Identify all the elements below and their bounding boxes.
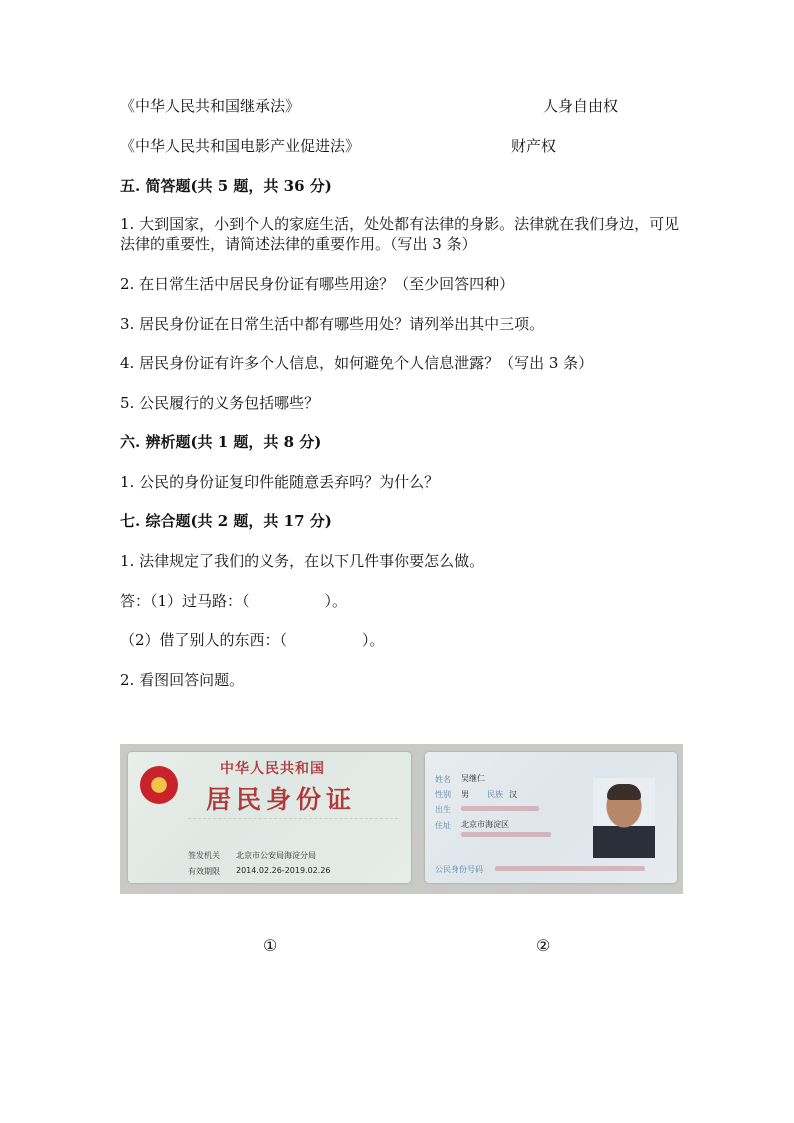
question-6-1: 1. 公民的身份证复印件能随意丢弃吗？为什么？ <box>120 473 440 491</box>
id-number-label: 公民身份号码 <box>435 865 483 874</box>
valid-value: 2014.02.26-2019.02.26 <box>236 866 331 875</box>
national-emblem-icon <box>140 766 178 804</box>
address-label: 住址 <box>435 821 451 830</box>
sex-label: 性别 <box>435 790 451 799</box>
ethnic-label: 民族 <box>487 790 503 799</box>
section-heading-analysis: 六. 辨析题(共 1 题，共 8 分) <box>120 433 322 451</box>
question-5-4: 4. 居民身份证有许多个人信息，如何避免个人信息泄露？（写出 3 条） <box>120 354 594 372</box>
question-5-1: 1. 大到国家，小到个人的家庭生活，处处都有法律的身影。法律就在我们身边，可见法律的重要性，请简述法律的重要作用。（写出 3 条） <box>120 215 680 253</box>
question-7-1: 1. 法律规定了我们的义务，在以下几件事你要怎么做。 <box>120 552 485 570</box>
name-label: 姓名 <box>435 775 451 784</box>
valid-label: 有效期限 <box>188 867 220 876</box>
address-value-blurred <box>461 832 551 837</box>
question-5-5: 5. 公民履行的义务包括哪些？ <box>120 394 320 412</box>
section-heading-short-answer: 五. 简答题(共 5 题，共 36 分) <box>120 177 332 195</box>
issuer-value: 北京市公安局海淀分局 <box>236 851 316 860</box>
marker-back: ② <box>536 936 551 955</box>
answer-7-1-part1: 答：（1）过马路：（ ）。 <box>120 592 348 610</box>
great-wall-pattern <box>188 818 398 841</box>
question-5-2: 2. 在日常生活中居民身份证有哪些用途？（至少回答四种） <box>120 275 515 293</box>
section-heading-comprehensive: 七. 综合题(共 2 题，共 17 分) <box>120 512 332 530</box>
birth-value-blurred <box>461 806 539 811</box>
id-number-blurred <box>495 866 645 871</box>
birth-label: 出生 <box>435 805 451 814</box>
id-card-front <box>128 752 411 883</box>
match-left-1: 《中华人民共和国继承法》 <box>120 97 301 115</box>
sex-value: 男 <box>461 790 469 799</box>
question-5-3: 3. 居民身份证在日常生活中都有哪些用处？请列举出其中三项。 <box>120 315 545 333</box>
marker-front: ① <box>263 936 278 955</box>
card-front-subtitle: 居民身份证 <box>206 785 357 814</box>
match-right-2: 财产权 <box>511 137 557 155</box>
id-card-photo <box>120 744 683 894</box>
portrait-photo <box>593 778 655 858</box>
address-value: 北京市海淀区 <box>461 820 509 829</box>
id-card-back <box>425 752 677 883</box>
issuer-label: 签发机关 <box>188 851 220 860</box>
match-right-1: 人身自由权 <box>543 97 619 115</box>
card-front-title: 中华人民共和国 <box>220 761 325 777</box>
match-left-2: 《中华人民共和国电影产业促进法》 <box>120 137 361 155</box>
answer-7-1-part2: （2）借了别人的东西：（ ）。 <box>120 631 385 649</box>
ethnic-value: 汉 <box>509 790 517 799</box>
name-value: 吴继仁 <box>461 774 485 783</box>
question-7-2: 2. 看图回答问题。 <box>120 671 245 689</box>
